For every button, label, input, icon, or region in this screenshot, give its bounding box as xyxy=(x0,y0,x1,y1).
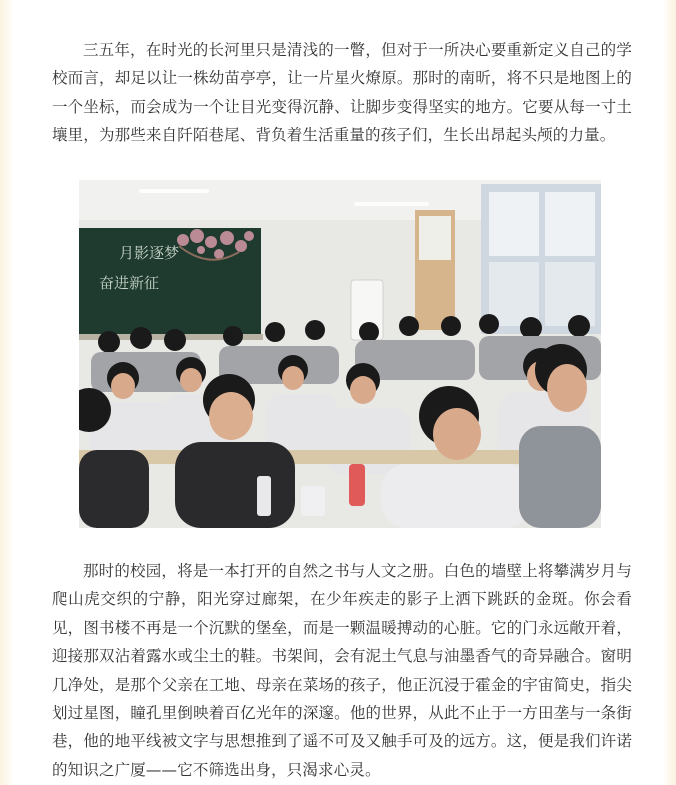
blackboard-text-2: 奋进新征 xyxy=(99,274,160,292)
classroom-photo xyxy=(79,180,601,528)
paragraph-1: 三五年，在时光的长河里只是清浅的一瞥，但对于一所决心要重新定义自己的学校而言，却足以让一株幼苗亭亭，让一片星火燎原。那时的南昕，将不只是地图上的一个坐标，而会成为一个让目光变得沉静、让脚步变得坚实的地方。它要从每一寸土壤里，为那些来自阡陌巷尾、背负着生活重量的孩子们，生长出昂起头颅的力量。 xyxy=(52,41,632,145)
article-body xyxy=(52,36,632,152)
paragraph-2: 那时的校园，将是一本打开的自然之书与人文之册。白色的墙壁上将攀满岁月与爬山虎交织的宁静，阳光穿过廊架，在少年疾走的影子上洒下跳跃的金斑。你会看见，图书楼不再是一个沉默的堡垒，而是一颗温暖搏动的心脏。它的门永远敞开着，迎接那双沾着露水或尘土的鞋。书架间，会有泥土气息与油墨香气的奇异融合。窗明几净处，是那个父亲在工地、母亲在菜场的孩子，他正沉浸于霍金的宇宙简史，指尖划过星图，瞳孔里倒映着百亿光年的深邃。他的世界，从此不止于一方田垄与一条街巷，他的地平线被文字与思想推到了遥不可及又触手可及的远方。这，便是我们许诺的知识之广厦——它不筛选出身，只渴求心灵。 xyxy=(52,562,632,779)
classroom-photo-graphic xyxy=(79,180,601,528)
blackboard-text-1: 月影逐梦 xyxy=(119,244,180,262)
article-body-2 xyxy=(52,557,632,784)
